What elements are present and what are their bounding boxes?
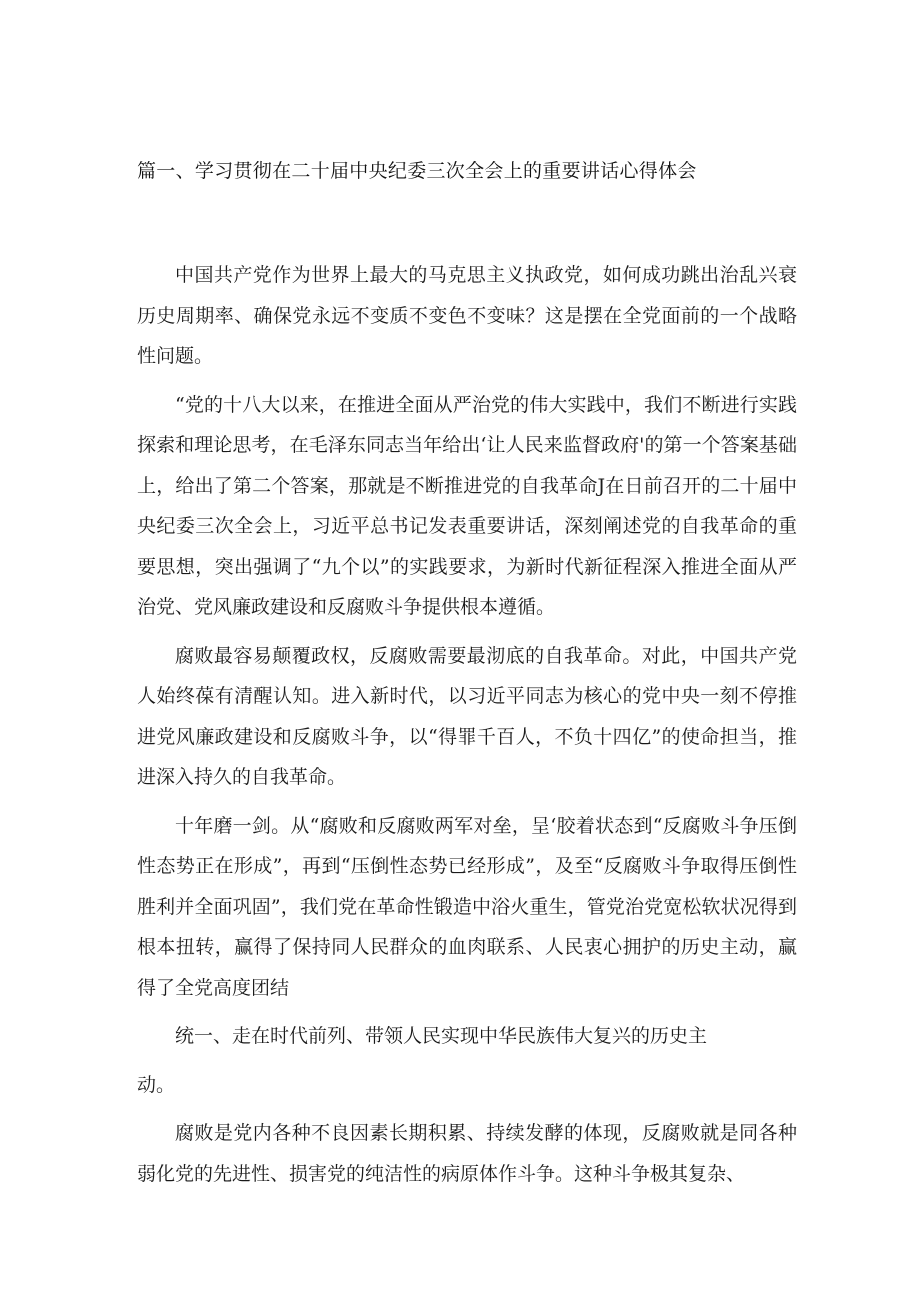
paragraph-anti-corruption-struggle: 腐败是党内各种不良因素长期积累、持续发酵的体现，反腐败就是同各种弱化党的先进性、损害党的纯洁性的病原体作斗争。这种斗争极其复杂、 [137, 1122, 797, 1185]
document-title: 篇一、学习贯彻在二十届中央纪委三次全会上的重要讲话心得体会 [137, 160, 697, 182]
paragraph-ten-years: 十年磨一剑。从“腐败和反腐败两军对垒，呈‘胶着状态到“反腐败斗争压倒性态势正在形成”，再到“压倒性态势已经形成”，及至“反腐败斗争取得压倒性胜利并全面巩固”，我们党在革命性锻造中浴火重生，管党治党宽松软状况得到根本扭转，赢得了保持同人民群众的血肉联系、人民衷心拥护的历史主动，赢得了全党高度团结 [137, 814, 797, 999]
paragraph-unity-fragment: 统一、走在时代前列、带领人民实现中华民族伟大复兴的历史主 [175, 1025, 708, 1047]
paragraph-intro: 中国共产党作为世界上最大的马克思主义执政党，如何成功跳出治乱兴衰历史周期率、确保党永远不变质不变色不变味？这是摆在全党面前的一个战略性问题。 [137, 264, 797, 367]
paragraph-corruption-awareness: 腐败最容易颠覆政权，反腐败需要最沏底的自我革命。对此，中国共产党人始终葆有清醒认知。进入新时代，以习近平同志为核心的党中央一刻不停推进党风廉政建设和反腐败斗争，以“得罪千百人，不负十四亿”的使命担当，推进深入持久的自我革命。 [137, 644, 797, 788]
paragraph-self-revolution: “党的十八大以来，在推进全面从严治党的伟大实践中，我们不断进行实践探索和理论思考，在毛泽东同志当年给出‘让人民来监督政府'的第一个答案基础上，给出了第二个答案，那就是不断推进党的自我革命J在日前召开的二十届中央纪委三次全会上，习近平总书记发表重要讲话，深刻阐述党的自我革命的重要思想，突出强调了“九个以”的实践要求，为新时代新征程深入推进全面从严治党、党风廉政建设和反腐败斗争提供根本遵循。 [137, 393, 797, 618]
document-body [137, 255, 797, 1194]
paragraph-unity-end: 动。 [137, 1073, 176, 1096]
